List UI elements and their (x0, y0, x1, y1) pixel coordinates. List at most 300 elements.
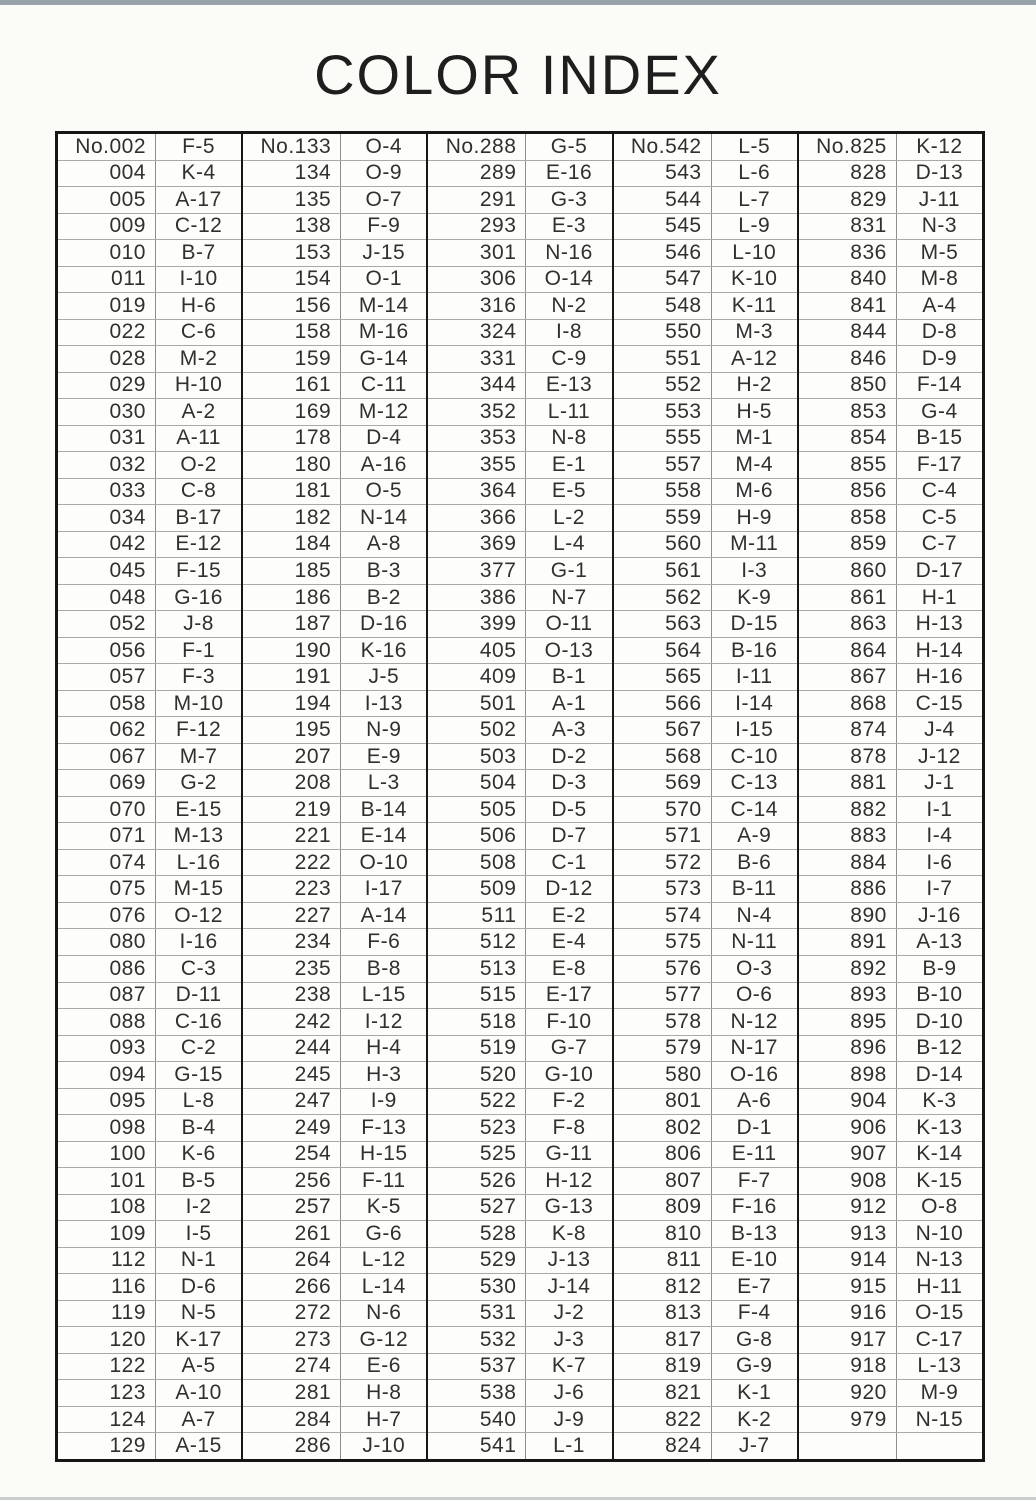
color-code-cell: G-7 (550, 1036, 588, 1060)
color-code-cell: B-8 (366, 956, 401, 980)
color-number-cell: 545 (614, 214, 712, 240)
table-row (614, 769, 797, 796)
color-number-cell: 519 (428, 1036, 526, 1062)
color-number-cell: 056 (58, 638, 156, 664)
table-row (799, 1008, 982, 1035)
table-row (428, 1247, 611, 1274)
color-number-cell: 906 (799, 1115, 897, 1141)
table-row (614, 504, 797, 531)
color-number-cell: 409 (428, 664, 526, 690)
table-row (58, 1194, 241, 1221)
table-row (614, 425, 797, 452)
color-number-cell: 254 (243, 1142, 341, 1168)
color-number-cell: 853 (799, 399, 897, 425)
table-row (58, 1035, 241, 1062)
color-code-cell: G-9 (735, 1354, 773, 1378)
table-row (58, 610, 241, 637)
color-number-cell: 004 (58, 161, 156, 187)
color-code-cell: J-13 (547, 1248, 591, 1272)
color-number-cell: 032 (58, 452, 156, 478)
table-row (799, 1247, 982, 1274)
color-number-cell: 508 (428, 850, 526, 876)
table-row (243, 266, 426, 293)
table-row (428, 690, 611, 717)
color-number-cell: 352 (428, 399, 526, 425)
color-number-cell: 854 (799, 426, 897, 452)
table-row (58, 849, 241, 876)
table-row (428, 663, 611, 690)
color-code-cell: H-16 (915, 665, 964, 689)
color-number-cell: 886 (799, 876, 897, 902)
table-row (428, 1326, 611, 1353)
table-row (799, 1194, 982, 1221)
table-row (614, 796, 797, 823)
color-number-cell: 891 (799, 929, 897, 955)
table-row (799, 584, 982, 611)
color-code-cell: L-14 (361, 1274, 406, 1298)
table-row (428, 213, 611, 240)
color-code-cell: N-2 (551, 293, 587, 317)
color-code-cell: B-10 (916, 983, 963, 1007)
color-number-cell: 912 (799, 1195, 897, 1221)
color-number-cell: 399 (428, 611, 526, 637)
color-code-cell: F-3 (182, 665, 216, 689)
color-number-cell: 537 (428, 1354, 526, 1380)
color-number-cell: 153 (243, 240, 341, 266)
table-row (428, 425, 611, 452)
table-row (58, 186, 241, 213)
table-row (428, 822, 611, 849)
table-row (799, 557, 982, 584)
table-row (428, 266, 611, 293)
color-code-cell: G-15 (174, 1062, 223, 1086)
color-code-cell: D-4 (366, 426, 402, 450)
color-code-cell: B-12 (916, 1036, 963, 1060)
color-code-cell: A-7 (181, 1407, 216, 1431)
table-row (58, 213, 241, 240)
color-code-cell: F-10 (546, 1009, 592, 1033)
color-number-cell: 570 (614, 797, 712, 823)
color-code-cell: J-6 (553, 1380, 585, 1404)
color-number-cell: 080 (58, 929, 156, 955)
table-row (243, 822, 426, 849)
table-row (614, 902, 797, 929)
color-number-cell: 052 (58, 611, 156, 637)
color-code-cell: I-11 (735, 665, 773, 689)
color-code-cell: F-12 (176, 718, 222, 742)
table-row (614, 451, 797, 478)
color-number-cell: 518 (428, 1009, 526, 1035)
color-code-cell: K-10 (731, 267, 778, 291)
color-number-cell: 806 (614, 1142, 712, 1168)
table-row (614, 557, 797, 584)
table-row (58, 451, 241, 478)
table-row (614, 1194, 797, 1221)
color-number-cell: 860 (799, 558, 897, 584)
color-code-cell: F-7 (737, 1168, 771, 1192)
color-number-cell: 552 (614, 373, 712, 399)
color-number-cell: 566 (614, 691, 712, 717)
table-row (58, 1326, 241, 1353)
color-number-cell: 580 (614, 1062, 712, 1088)
table-row (428, 398, 611, 425)
color-code-cell: K-9 (737, 585, 772, 609)
color-code-cell: H-11 (916, 1274, 963, 1298)
color-number-cell: 098 (58, 1115, 156, 1141)
color-number-cell: 917 (799, 1327, 897, 1353)
table-row (614, 292, 797, 319)
color-number-cell: 316 (428, 293, 526, 319)
table-row (58, 1379, 241, 1406)
color-number-cell: 867 (799, 664, 897, 690)
color-number-cell: 095 (58, 1089, 156, 1115)
table-row (243, 1353, 426, 1380)
color-code-cell: K-5 (366, 1195, 401, 1219)
color-code-cell: L-9 (738, 214, 771, 238)
color-number-cell: 135 (243, 187, 341, 213)
table-row (428, 716, 611, 743)
color-number-cell: 896 (799, 1036, 897, 1062)
table-row (58, 1406, 241, 1433)
color-number-cell: 331 (428, 346, 526, 372)
table-row (799, 1300, 982, 1327)
table-row (614, 1432, 797, 1459)
color-code-cell: G-8 (735, 1327, 773, 1351)
color-code-cell: N-17 (730, 1036, 778, 1060)
color-number-cell: 227 (243, 903, 341, 929)
color-code-cell: J-12 (917, 744, 961, 768)
table-row (614, 239, 797, 266)
color-code-cell: C-17 (915, 1327, 964, 1351)
color-number-cell: 109 (58, 1221, 156, 1247)
color-number-cell: 571 (614, 823, 712, 849)
color-number-cell: 158 (243, 320, 341, 346)
color-number-cell: 520 (428, 1062, 526, 1088)
color-number-cell: 553 (614, 399, 712, 425)
table-row (58, 982, 241, 1009)
table-row (243, 1088, 426, 1115)
color-number-cell: 920 (799, 1380, 897, 1406)
color-code-cell: F-9 (367, 214, 401, 238)
table-row (428, 451, 611, 478)
color-number-cell: 530 (428, 1274, 526, 1300)
color-code-cell: D-1 (736, 1115, 772, 1139)
table-row (58, 319, 241, 346)
color-number-cell: 087 (58, 983, 156, 1009)
color-number-cell: 058 (58, 691, 156, 717)
table-row (799, 1141, 982, 1168)
color-code-cell: B-17 (175, 505, 222, 529)
scan-edge-top (0, 0, 1036, 5)
color-number-cell: 067 (58, 744, 156, 770)
table-row (614, 1220, 797, 1247)
table-row (243, 425, 426, 452)
color-code-cell: G-4 (921, 399, 958, 423)
color-number-cell: 094 (58, 1062, 156, 1088)
table-row (243, 478, 426, 505)
color-number-cell: 190 (243, 638, 341, 664)
table-row (799, 849, 982, 876)
color-number-cell: 369 (428, 532, 526, 558)
table-row (243, 398, 426, 425)
color-code-cell: D-11 (175, 983, 222, 1007)
color-number-cell: 529 (428, 1248, 526, 1274)
color-code-cell: M-10 (173, 691, 224, 715)
color-number-cell: 207 (243, 744, 341, 770)
color-code-cell: K-17 (175, 1327, 222, 1351)
color-code-cell: E-10 (731, 1248, 778, 1272)
color-code-cell: O-1 (365, 267, 403, 291)
color-code-cell: D-9 (921, 346, 958, 370)
color-number-cell: 840 (799, 267, 897, 293)
color-code-cell: C-15 (915, 691, 964, 715)
color-code-cell: G-3 (550, 187, 588, 211)
color-code-cell: C-12 (174, 214, 223, 238)
color-code-cell: I-4 (926, 824, 953, 848)
color-number-cell: 034 (58, 505, 156, 531)
color-number-cell: 543 (614, 161, 712, 187)
color-number-cell: 070 (58, 797, 156, 823)
color-number-cell: 812 (614, 1274, 712, 1300)
color-code-cell: L-10 (732, 240, 777, 264)
color-number-cell: 565 (614, 664, 712, 690)
color-code-cell: D-14 (915, 1062, 964, 1086)
table-row (243, 743, 426, 770)
table-row (243, 1406, 426, 1433)
table-row (243, 1141, 426, 1168)
color-code-cell: G-1 (550, 559, 588, 582)
table-row (614, 186, 797, 213)
color-number-cell: 048 (58, 585, 156, 611)
table-row (614, 1167, 797, 1194)
color-code-cell: I-9 (370, 1089, 397, 1113)
color-number-cell: 881 (799, 770, 897, 796)
color-number-cell: 161 (243, 373, 341, 399)
color-code-cell: E-4 (551, 930, 587, 954)
color-code-cell: D-6 (180, 1274, 217, 1298)
color-code-cell: D-12 (545, 877, 593, 901)
table-row (243, 239, 426, 266)
table-row (614, 134, 797, 160)
color-code-cell: F-6 (367, 930, 401, 954)
table-row (58, 160, 241, 187)
color-code-cell: H-6 (180, 293, 217, 317)
color-number-cell: No.002 (58, 134, 156, 160)
table-row (58, 1273, 241, 1300)
color-code-cell: G-14 (359, 346, 409, 370)
color-number-cell: 574 (614, 903, 712, 929)
color-code-cell: N-8 (551, 426, 587, 450)
table-row (799, 875, 982, 902)
table-row (428, 1035, 611, 1062)
color-code-cell: K-11 (731, 293, 777, 317)
color-code-cell: A-2 (181, 399, 216, 423)
color-number-cell: 528 (428, 1221, 526, 1247)
table-row (799, 425, 982, 452)
color-number-cell: 247 (243, 1089, 341, 1115)
table-row (58, 425, 241, 452)
table-row (243, 769, 426, 796)
color-code-cell: M-11 (730, 532, 779, 556)
color-code-cell: C-3 (180, 956, 217, 980)
color-code-cell: G-10 (544, 1062, 594, 1086)
table-row (58, 504, 241, 531)
color-code-cell: C-16 (174, 1009, 223, 1033)
table-row (428, 1141, 611, 1168)
color-number-cell: 120 (58, 1327, 156, 1353)
table-row (58, 398, 241, 425)
table-row (428, 1088, 611, 1115)
color-number-cell: 257 (243, 1195, 341, 1221)
color-code-cell: J-1 (924, 771, 955, 795)
color-number-cell: 819 (614, 1354, 712, 1380)
color-number-cell: 874 (799, 717, 897, 743)
color-code-cell: G-16 (174, 585, 223, 609)
color-code-cell: K-3 (922, 1089, 957, 1113)
table-column-group (243, 134, 428, 1459)
color-number-cell: 019 (58, 293, 156, 319)
color-number-cell: 223 (243, 876, 341, 902)
table-row (243, 1035, 426, 1062)
color-number-cell: 904 (799, 1089, 897, 1115)
color-number-cell: 540 (428, 1407, 526, 1433)
color-code-cell: E-15 (175, 797, 222, 821)
table-row (428, 769, 611, 796)
color-number-cell: 890 (799, 903, 897, 929)
table-row (243, 1326, 426, 1353)
color-number-cell: 546 (614, 240, 712, 266)
color-code-cell: I-14 (735, 691, 774, 715)
color-code-cell: B-5 (181, 1168, 216, 1192)
table-row (58, 822, 241, 849)
color-code-cell: J-14 (547, 1274, 591, 1298)
color-code-cell: I-17 (364, 877, 403, 901)
table-row (428, 319, 611, 346)
color-number-cell: 503 (428, 744, 526, 770)
color-code-cell: J-2 (553, 1301, 585, 1325)
color-code-cell: B-6 (737, 850, 772, 874)
color-code-cell: F-16 (731, 1195, 777, 1219)
color-code-cell: N-13 (915, 1248, 964, 1272)
color-number-cell: 182 (243, 505, 341, 531)
color-code-cell: A-17 (175, 187, 222, 211)
color-code-cell: I-8 (556, 320, 583, 344)
table-row (799, 743, 982, 770)
color-number-cell: 249 (243, 1115, 341, 1141)
color-code-cell: L-2 (553, 505, 585, 529)
table-row (428, 1432, 611, 1459)
color-number-cell: No.542 (614, 134, 712, 160)
color-code-cell: F-13 (361, 1115, 407, 1139)
color-code-cell: M-15 (173, 877, 224, 901)
color-code-cell: D-7 (551, 824, 587, 848)
table-row (243, 796, 426, 823)
table-row (58, 1088, 241, 1115)
color-code-cell: E-11 (731, 1142, 777, 1166)
table-row (58, 584, 241, 611)
table-row (58, 134, 241, 160)
color-code-cell: N-6 (366, 1301, 402, 1325)
color-code-cell: D-10 (915, 1009, 964, 1033)
table-row (58, 266, 241, 293)
color-number-cell: 511 (428, 903, 526, 929)
color-code-cell: E-3 (551, 214, 587, 238)
table-row (58, 1141, 241, 1168)
color-number-cell: 293 (428, 214, 526, 240)
table-row (799, 186, 982, 213)
table-row (243, 1220, 426, 1247)
color-number-cell: 377 (428, 558, 526, 584)
table-row (799, 716, 982, 743)
table-row (243, 584, 426, 611)
color-code-cell: G-13 (544, 1195, 594, 1219)
color-code-cell: H-14 (915, 638, 964, 662)
color-code-cell: G-5 (550, 134, 588, 158)
color-code-cell: K-12 (916, 134, 963, 158)
table-row (243, 531, 426, 558)
color-number-cell: 916 (799, 1301, 897, 1327)
table-row (799, 504, 982, 531)
color-code-cell: E-16 (545, 161, 593, 185)
color-code-cell: D-5 (551, 797, 587, 821)
color-number-cell: 846 (799, 346, 897, 372)
color-number-cell: 850 (799, 373, 897, 399)
table-row (614, 213, 797, 240)
table-row (428, 1114, 611, 1141)
color-number-cell: 291 (428, 187, 526, 213)
color-code-cell: J-3 (553, 1327, 585, 1351)
table-row (614, 849, 797, 876)
color-code-cell: M-7 (179, 744, 218, 768)
color-code-cell: I-16 (179, 930, 218, 954)
color-number-cell: 235 (243, 956, 341, 982)
color-number-cell: 884 (799, 850, 897, 876)
color-code-cell: N-14 (360, 505, 408, 529)
table-row (58, 531, 241, 558)
color-number-cell: 855 (799, 452, 897, 478)
color-number-cell: 159 (243, 346, 341, 372)
table-row (58, 902, 241, 929)
table-row (243, 451, 426, 478)
table-row (799, 1326, 982, 1353)
color-number-cell: 088 (58, 1009, 156, 1035)
color-code-cell: I-6 (926, 850, 953, 874)
color-number-cell: 344 (428, 373, 526, 399)
color-number-cell: 801 (614, 1089, 712, 1115)
table-row (243, 345, 426, 372)
table-row (428, 531, 611, 558)
table-row (58, 663, 241, 690)
color-code-cell: M-14 (358, 293, 409, 317)
color-code-cell: F-14 (916, 373, 962, 397)
color-code-cell: I-5 (185, 1221, 212, 1245)
color-code-cell: K-13 (916, 1115, 963, 1139)
color-number-cell: 122 (58, 1354, 156, 1380)
color-code-cell: L-11 (547, 399, 591, 423)
color-code-cell: K-15 (916, 1168, 963, 1192)
color-number-cell: 005 (58, 187, 156, 213)
table-row (614, 982, 797, 1009)
table-row (243, 213, 426, 240)
table-row (58, 1008, 241, 1035)
color-number-cell: 244 (243, 1036, 341, 1062)
color-number-cell: 550 (614, 320, 712, 346)
color-number-cell: 810 (614, 1221, 712, 1247)
table-row (614, 1406, 797, 1433)
table-row (58, 1220, 241, 1247)
table-row (614, 160, 797, 187)
color-number-cell: 009 (58, 214, 156, 240)
